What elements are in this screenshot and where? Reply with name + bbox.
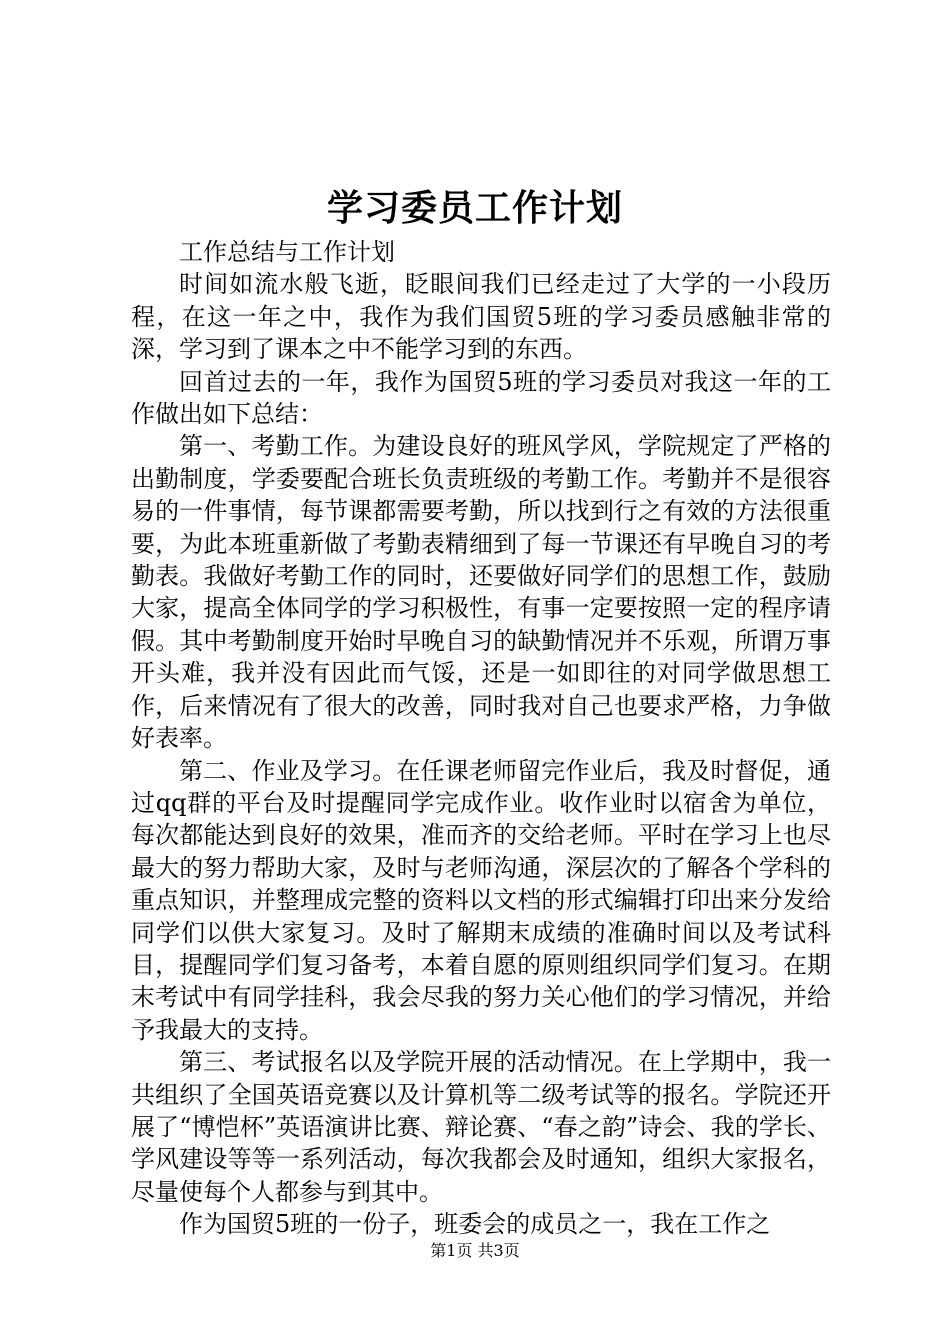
paragraph-intro: 时间如流水般飞逝，眨眼间我们已经走过了大学的一小段历程，在这一年之中，我作为我们国贸5班的学习委员感触非常的深，学习到了课本之中不能学习到的东西。 (131, 270, 831, 364)
paragraph-closing: 作为国贸5班的一份子，班委会的成员之一，我在工作之 (179, 1210, 771, 1239)
paragraph-homework: 第二、作业及学习。在任课老师留完作业后，我及时督促，通过qq群的平台及时提醒同学完成作业。收作业时以宿舍为单位，每次都能达到良好的效果，准而齐的交给老师。平时在学习上也尽最大的努力帮助大家，及时与老师沟通，深层次的了解各个学科的重点知识，并整理成完整的资料以文档的形式编辑打印出来分发给同学们以供大家复习。及时了解期末成绩的准确时间以及考试科目，提醒同学们复习备考，本着自愿的原则组织同学们复习。在期末考试中有同学挂科，我会尽我的努力关心他们的学习情况，并给予我最大的支持。 (131, 756, 831, 1044)
document-body (131, 236, 831, 1241)
paragraph-exams-activities: 第三、考试报名以及学院开展的活动情况。在上学期中，我一共组织了全国英语竞赛以及计算机等二级考试等的报名。学院还开展了“博恺杯”英语演讲比赛、辩论赛、“春之韵”诗会、我的学长、学风建设等等一系列活动，每次我都会及时通知，组织大家报名，尽量使每个人都参与到其中。 (131, 1048, 831, 1206)
paragraph-subtitle: 工作总结与工作计划 (179, 238, 395, 266)
page-title: 学习委员工作计划 (326, 187, 623, 229)
paragraph-attendance: 第一、考勤工作。为建设良好的班风学风，学院规定了严格的出勤制度，学委要配合班长负责班级的考勤工作。考勤并不是很容易的一件事情，每节课都需要考勤，所以找到行之有效的方法很重要，为此本班重新做了考勤表精细到了每一节课还有早晚自习的考勤表。我做好考勤工作的同时，还要做好同学们的思想工作，鼓励大家，提高全体同学的学习积极性，有事一定要按照一定的程序请假。其中考勤制度开始时早晚自习的缺勤情况并不乐观，所谓万事开头难，我并没有因此而气馁，还是一如即往的对同学做思想工作，后来情况有了很大的改善，同时我对自己也要求严格，力争做好表率。 (131, 432, 831, 753)
page-number-footer: 第1页 共3页 (430, 1241, 520, 1260)
paragraph-review: 回首过去的一年，我作为国贸5班的学习委员对我这一年的工作做出如下总结： (131, 367, 831, 429)
